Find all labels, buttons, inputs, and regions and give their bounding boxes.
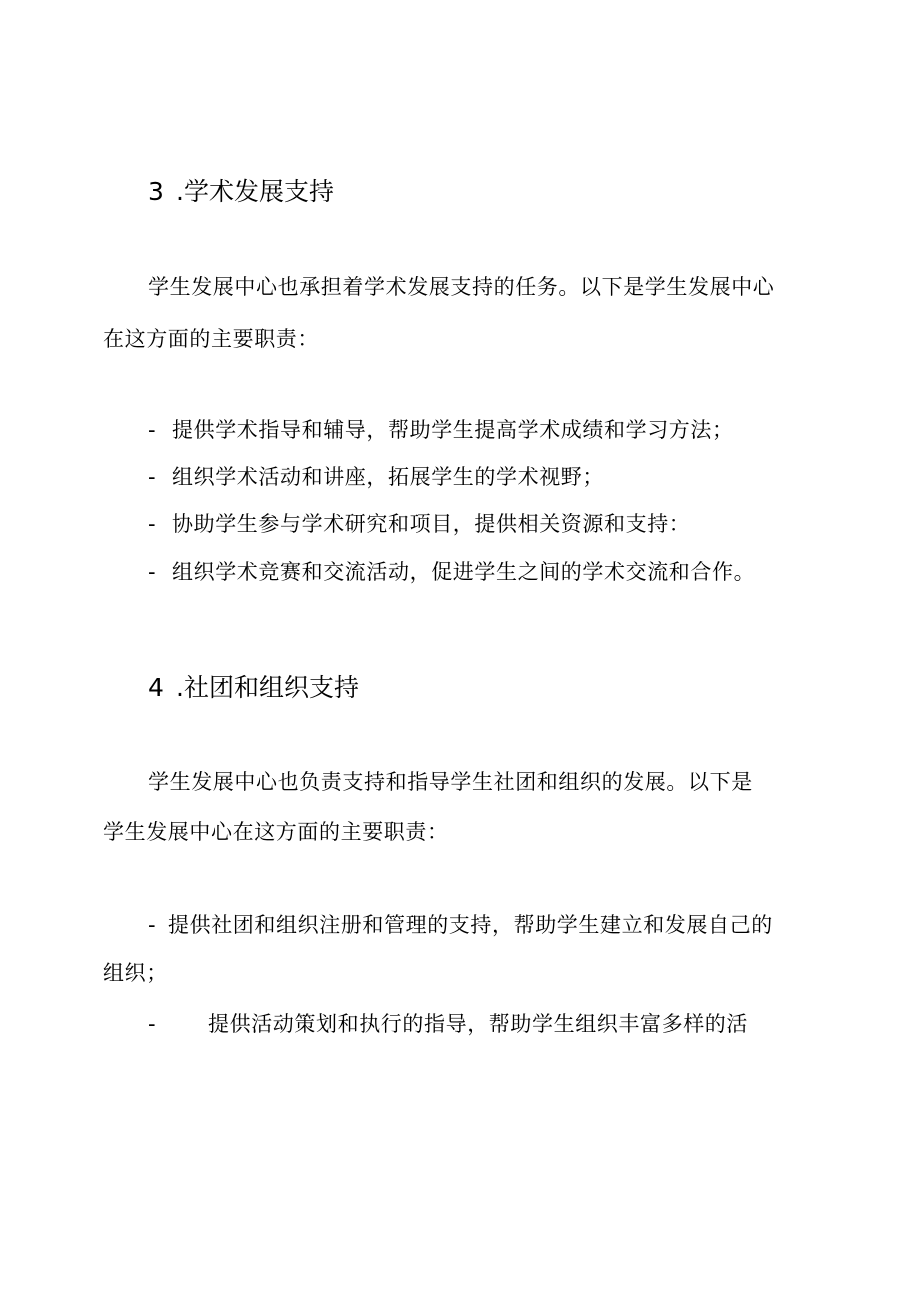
section-3-heading	[148, 177, 334, 207]
list-item-text: 组织学术活动和讲座，拓展学生的学术视野；	[172, 465, 604, 489]
section-title: .社团和组织支持	[176, 673, 359, 702]
list-item-text: 组织学术竞赛和交流活动，促进学生之间的学术交流和合作。	[172, 560, 756, 584]
list-item	[148, 1009, 748, 1039]
list-item	[148, 910, 773, 940]
section-3-intro-line-2: 在这方面的主要职责：	[103, 327, 319, 351]
dash-marker: -	[148, 560, 157, 584]
list-item-text: 提供学术指导和辅导，帮助学生提高学术成绩和学习方法；	[172, 418, 734, 442]
section-number: 4	[148, 673, 164, 702]
dash-marker: -	[148, 1012, 157, 1036]
section-4-heading	[148, 673, 359, 703]
section-4-intro-line-1: 学生发展中心也负责支持和指导学生社团和组织的发展。以下是	[148, 770, 753, 794]
section-title: .学术发展支持	[176, 177, 334, 206]
list-item	[148, 509, 690, 539]
dash-marker: -	[148, 512, 157, 536]
list-item	[148, 415, 734, 445]
list-item-text: 协助学生参与学术研究和项目，提供相关资源和支持：	[172, 512, 691, 536]
list-item-text: 提供社团和组织注册和管理的支持，帮助学生建立和发展自己的	[168, 913, 773, 937]
list-item-text: 提供活动策划和执行的指导，帮助学生组织丰富多样的活	[208, 1012, 748, 1036]
list-item	[148, 462, 604, 492]
section-3-intro-line-1: 学生发展中心也承担着学术发展支持的任务。以下是学生发展中心	[148, 275, 775, 299]
dash-marker: -	[148, 913, 157, 937]
section-4-intro-line-2: 学生发展中心在这方面的主要职责：	[103, 820, 449, 844]
dash-marker: -	[148, 465, 157, 489]
list-item	[148, 557, 755, 587]
section-number: 3	[148, 177, 164, 206]
list-item-continuation: 组织；	[103, 961, 168, 985]
dash-marker: -	[148, 418, 157, 442]
